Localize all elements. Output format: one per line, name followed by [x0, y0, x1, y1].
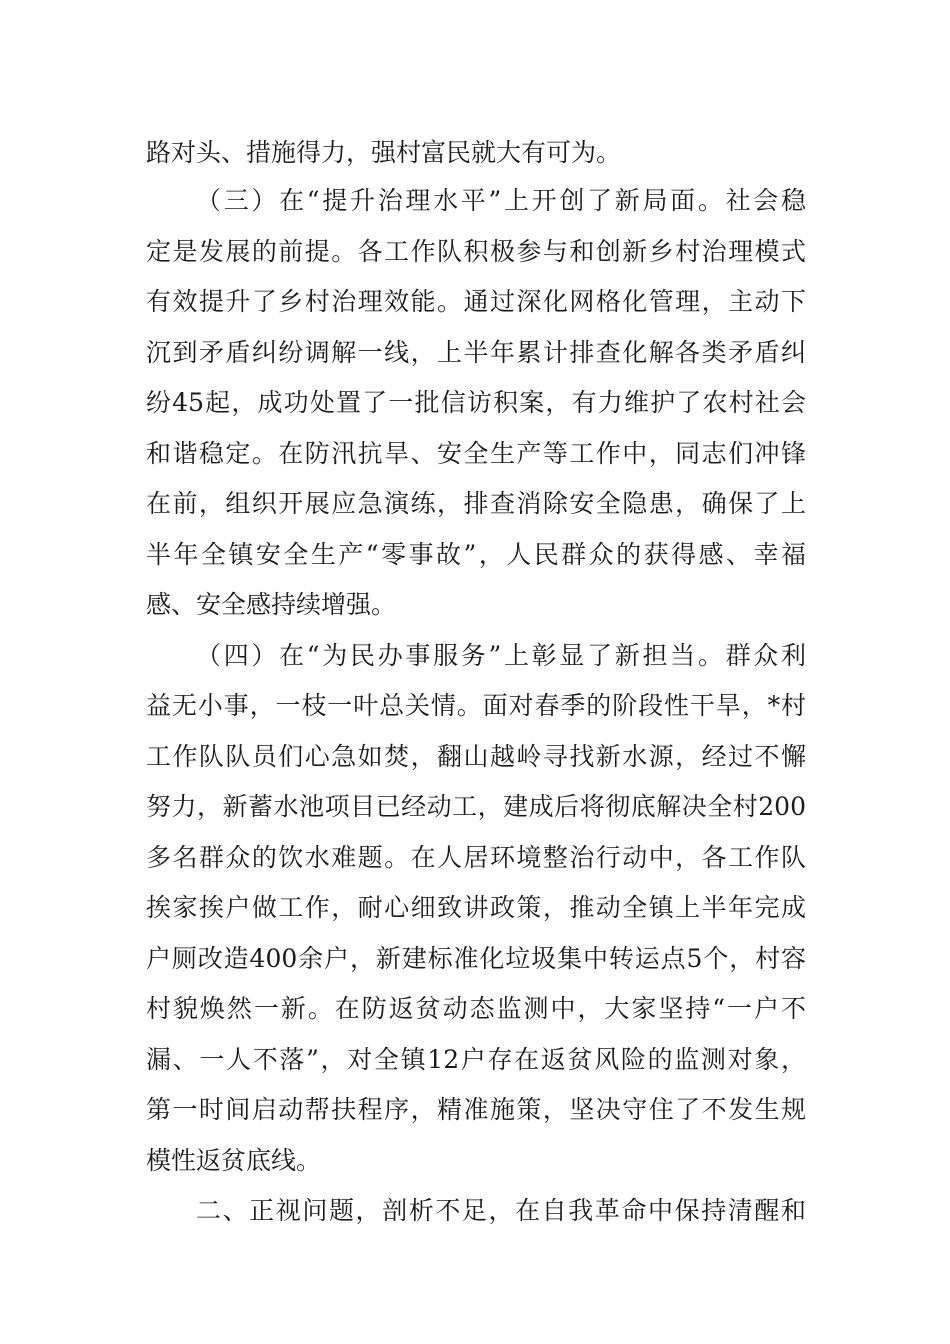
text-line: 多名群众的饮水难题。在人居环境整治行动中，各工作队	[146, 843, 806, 872]
text-line: 有效提升了乡村治理效能。通过深化网格化管理，主动下	[146, 287, 806, 316]
text-line: 定是发展的前提。各工作队积极参与和创新乡村治理模式	[146, 237, 806, 266]
text-line: 努力，新蓄水池项目已经动工，建成后将彻底解决全村200	[146, 792, 806, 821]
section-heading-2: 二、正视问题，剖析不足，在自我革命中保持清醒和	[196, 1196, 806, 1225]
section-heading-4: （四）在“为民办事服务”上彰显了新担当。群众利	[196, 641, 806, 670]
text-line: 漏、一人不落”，对全镇12户存在返贫风险的监测对象，	[146, 1045, 806, 1074]
section-heading-3: （三）在“提升治理水平”上开创了新局面。社会稳	[196, 186, 806, 215]
text-line: 第一时间启动帮扶程序，精准施策，坚决守住了不发生规	[146, 1095, 806, 1124]
text-line: 工作队队员们心急如焚，翻山越岭寻找新水源，经过不懈	[146, 742, 806, 771]
text-line: 感、安全感持续增强。	[146, 590, 397, 619]
text-line: 路对头、措施得力，强村富民就大有可为。	[146, 138, 622, 167]
text-line: 村貌焕然一新。在防返贫动态监测中，大家坚持“一户不	[146, 994, 806, 1023]
text-line: 模性返贫底线。	[146, 1146, 322, 1175]
text-line: 挨家挨户做工作，耐心细致讲政策，推动全镇上半年完成	[146, 893, 806, 922]
text-line: 沉到矛盾纠纷调解一线，上半年累计排查化解各类矛盾纠	[146, 338, 806, 367]
text-line: 在前，组织开展应急演练，排查消除安全隐患，确保了上	[146, 489, 806, 518]
text-line: 纷45起，成功处置了一批信访积案，有力维护了农村社会	[146, 388, 806, 417]
text-line: 益无小事，一枝一叶总关情。面对春季的阶段性干旱，*村	[146, 691, 806, 720]
text-line: 半年全镇安全生产“零事故”，人民群众的获得感、幸福	[146, 540, 806, 569]
text-line: 和谐稳定。在防汛抗旱、安全生产等工作中，同志们冲锋	[146, 439, 806, 468]
text-line: 户厕改造400余户，新建标准化垃圾集中转运点5个，村容	[146, 944, 806, 973]
